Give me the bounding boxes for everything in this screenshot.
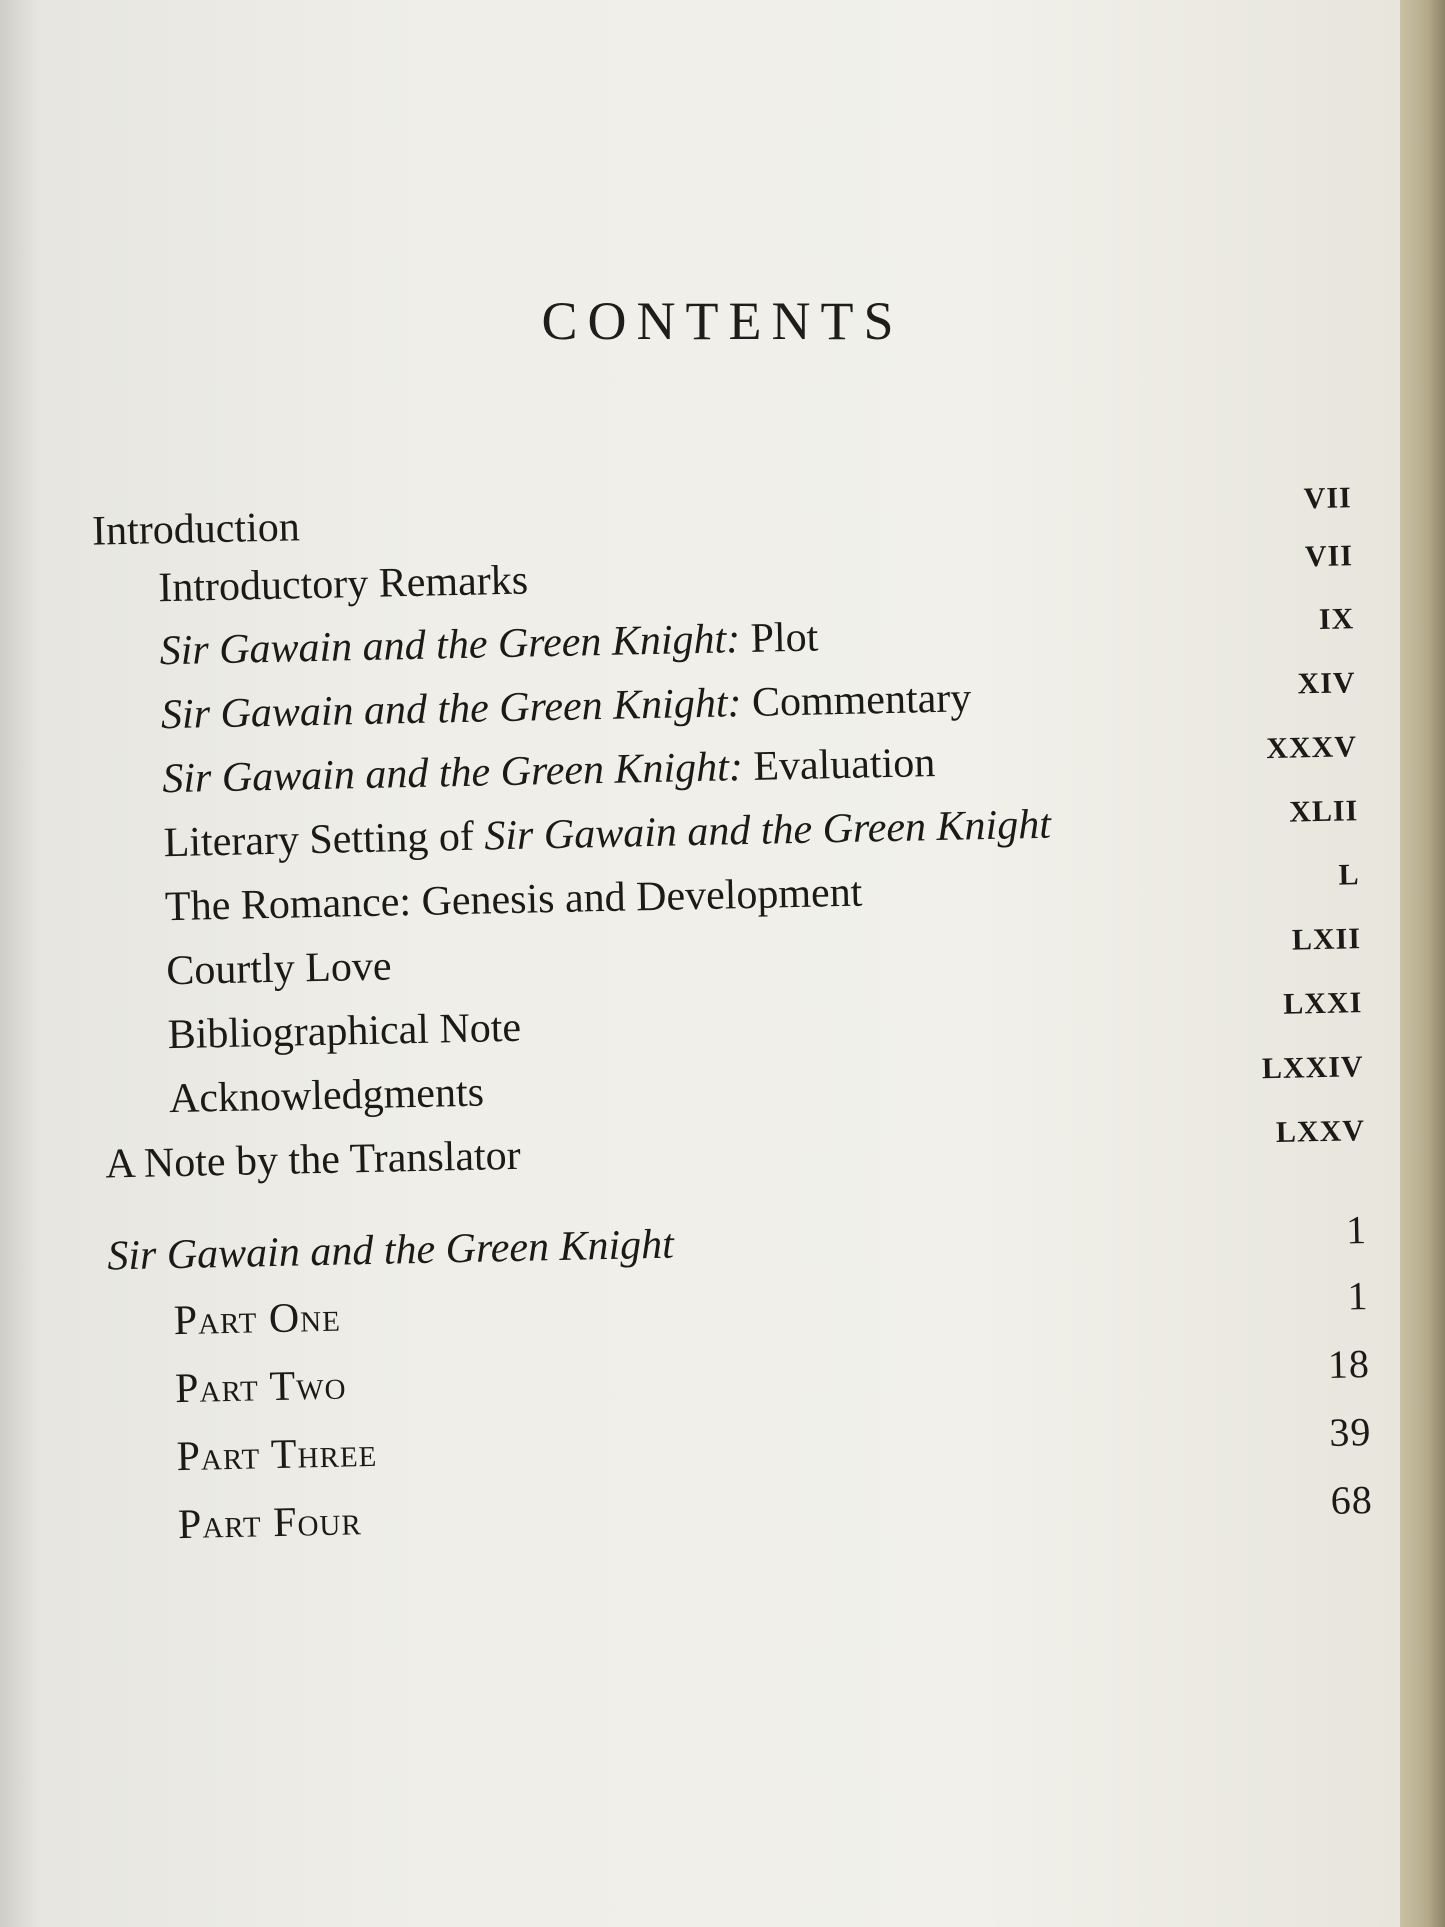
toc-entry-label: Part Three <box>176 1429 378 1481</box>
toc-entry-label-rest: Commentary <box>751 675 972 726</box>
toc-entry-label: Courtly Love <box>165 943 392 995</box>
toc-entry-page: XLII <box>1288 794 1359 829</box>
toc-entry-label-italic: Sir Gawain and the Green Knight <box>483 801 1052 860</box>
toc-entry-label: The Romance: Genesis and Development <box>164 869 863 931</box>
toc-entry-page: 1 <box>1346 1273 1369 1319</box>
toc-entry-label: Bibliographical Note <box>167 1004 522 1059</box>
toc-entry-page: LXII <box>1291 922 1362 957</box>
toc-entry-page: LXXI <box>1282 986 1363 1021</box>
toc-entry-label-italic: Sir Gawain and the Green Knight: <box>160 680 742 739</box>
toc-entry-label-rest: Evaluation <box>752 740 936 790</box>
toc-entry-label-italic: Sir Gawain and the Green Knight: <box>161 744 744 803</box>
toc-entry-label-rest: Plot <box>750 614 819 662</box>
toc-entry-label <box>159 613 819 675</box>
toc-entry-page: VII <box>1304 539 1354 574</box>
toc-entry-page: 39 <box>1328 1409 1372 1455</box>
toc-entry-page: 18 <box>1327 1341 1371 1387</box>
toc-entry-label-italic: Sir Gawain and the Green Knight: <box>159 616 741 675</box>
toc-entry-page: XXXV <box>1265 730 1358 766</box>
toc-entry-label: Introduction <box>91 504 301 555</box>
page-edge-stack <box>1400 0 1445 1927</box>
toc-entry-page: LXXV <box>1275 1114 1366 1149</box>
toc-entry-page: XIV <box>1297 666 1356 701</box>
toc-entry-page: L <box>1338 858 1360 892</box>
toc-entry-label: Acknowledgments <box>168 1069 485 1123</box>
toc-entry-label: Part Two <box>174 1362 347 1413</box>
toc-entry-label: Part Four <box>177 1498 363 1549</box>
page-title: CONTENTS <box>541 291 904 351</box>
toc-entry-page: LXXIV <box>1261 1050 1364 1086</box>
toc-entry-label: Part One <box>173 1294 342 1345</box>
toc-entry-page: 1 <box>1345 1207 1368 1253</box>
toc-entry-label: Introductory Remarks <box>157 557 529 612</box>
toc-entry-page: 68 <box>1330 1477 1374 1523</box>
toc-entry-label: Sir Gawain and the Green Knight <box>106 1221 675 1280</box>
toc-entry-page: VII <box>1303 481 1353 516</box>
toc-entry-label-prefix: Literary Setting of <box>163 813 475 867</box>
toc-entry-label: A Note by the Translator <box>104 1132 522 1188</box>
toc-entry-page: IX <box>1318 602 1355 636</box>
